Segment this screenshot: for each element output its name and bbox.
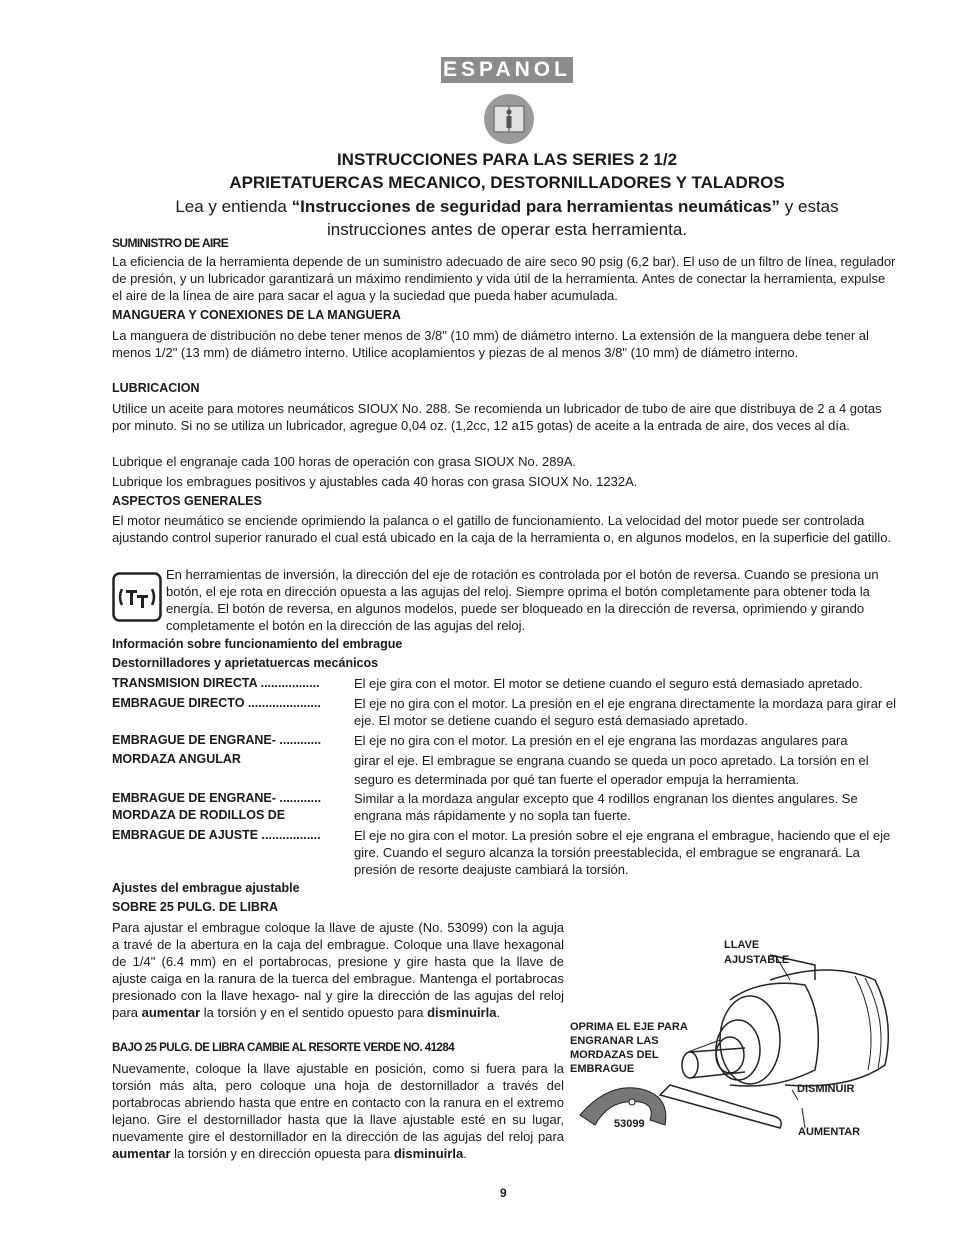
intro-pre: Lea y entienda	[175, 197, 292, 216]
page-number: 9	[500, 1186, 507, 1200]
heading-aspectos: ASPECTOS GENERALES	[112, 494, 262, 508]
ajustes-1-disminuirla: disminuirla	[427, 1005, 497, 1020]
clutch-row-label: EMBRAGUE DE ENGRANE- ............ MORDAZA DE RODILLOS DE	[112, 791, 322, 822]
text-suministro: La eficiencia de la herramienta depende de un suministro adecuado de aire seco 90 psig (6,2 bar). El uso de un filtro de línea, regulador de presión, y un lubricador garantizará un máximo rendimiento y vida útil de la herramienta. Antes de conectar la herramienta, expulse el aire de la línea de aire para sacar el agua y la suciedad que pueda haber acumulada.	[112, 254, 896, 303]
ajustes-1-aumentar: aumentar	[141, 1005, 201, 1020]
text-ajustes-1	[112, 919, 564, 1021]
clutch-row-desc: Similar a la mordaza angular excepto que 4 rodillos engranan los dientes angulares. Se engrana más rápidamente y no sopla tan fuerte.	[354, 791, 858, 823]
heading-sobre-25: SOBRE 25 PULG. DE LIBRA	[112, 900, 278, 914]
clutch-row-desc: girar el eje. El embrague se engrana cuando se queda un poco apretado. La torsión en el seguro es determinada por qué tan fuerte el operador empuja la herramienta.	[354, 753, 869, 787]
text-manguera: La manguera de distribución no debe tener menos de 3/8" (10 mm) de diámetro interno. La extensión de la manguera debe tener al menos 1/2" (13 mm) de diámetro interno. Utilice acoplamientos y piezas de al menos 3/8" (10 mm) de diámetro interno.	[112, 328, 869, 360]
language-banner: ESPANOL	[441, 57, 573, 83]
reverse-button-icon	[112, 572, 162, 622]
ajustes-2-disminuirla: disminuirla	[393, 1146, 464, 1161]
title-line-1: INSTRUCCIONES PARA LAS SERIES 2 1/2	[336, 150, 678, 169]
ajustes-2-aumentar: aumentar	[112, 1146, 171, 1161]
text-ajustes-2	[112, 1060, 564, 1162]
clutch-row-desc: El eje no gira con el motor. La presión en el eje engrana las mordazas angulares para	[354, 733, 848, 748]
label-disminuir: DISMINUIR	[797, 1083, 855, 1095]
ajustes-2-pre: Nuevamente, coloque la llave ajustable en posición, como si fuera para la torsión más alta, pero coloque una hoja de destornillador a través del portabrocas abriendo hasta que entre en contacto con la ranura en el extremo lejano. Gire el destornillador hasta que la llave ajustable esté en su lugar, nuevamente gire el destornillador en la dirección de las agujas del reloj para	[112, 1061, 564, 1144]
label-llave-1: LLAVE	[724, 939, 760, 951]
clutch-row-desc: El eje gira con el motor. El motor se detiene cuando el seguro está demasiado apretado.	[354, 676, 863, 691]
label-llave-2: AJUSTABLE	[724, 954, 790, 966]
clutch-row-desc: El eje no gira con el motor. La presión en el eje engrana directamente la mordaza para girar el eje. El motor se detiene cuando el seguro está demasiado apretado.	[354, 696, 896, 728]
clutch-row-label: EMBRAGUE DIRECTO .....................	[112, 696, 321, 710]
label-oprima: OPRIMA EL EJE PARA ENGRANAR LAS MORDAZAS DEL EMBRAGUE	[570, 1021, 688, 1075]
intro-bold: “Instrucciones de seguridad para herramientas neumáticas”	[291, 197, 781, 216]
title-line-2: APRIETATUERCAS MECANICO, DESTORNILLADORES Y TALADROS	[229, 173, 785, 192]
clutch-row-label: EMBRAGUE DE ENGRANE- ............	[112, 733, 322, 747]
heading-ajustes: Ajustes del embrague ajustable	[112, 881, 300, 895]
heading-embrague-info: Información sobre funcionamiento del embrague	[112, 637, 403, 651]
heading-suministro: SUMINISTRO DE AIRE	[112, 236, 229, 250]
label-part-number: 53099	[614, 1118, 645, 1130]
text-lubricacion-1: Utilice un aceite para motores neumáticos SIOUX No. 288. Se recomienda un lubricador de tubo de aire que distribuya de 2 a 4 gotas por minuto. Si no se utiliza un lubricador, agregue 0,04 oz. (1,2cc, 12 a15 gotas) de aceite a la entrada de aire, dos veces al día.	[112, 401, 882, 433]
ajustes-2-mid: la torsión y en dirección opuesta para	[170, 1146, 394, 1161]
clutch-row-desc: El eje no gira con el motor. La presión sobre el eje engrana el embrague, haciendo que el eje gire. Cuando el seguro alcanza la torsión preestablecida, el embrague se engranará. La presión de resorte deajuste cambiará la torsión.	[354, 828, 891, 877]
heading-embrague-tools: Destornilladores y aprietatuercas mecánicos	[112, 656, 379, 670]
text-aspectos-2: En herramientas de inversión, la dirección del eje de rotación es controlada por el botón de reversa. Cuando se presiona un botón, el eje rota en dirección opuesta a las agujas del reloj. Siempre oprima el botón completamente para obtener toda la energía. El botón de reversa, en algunos modelos, puede ser bloqueado en la dirección de reversa, oprimiendo y girando completamente el botón en la dirección de las agujas del reloj.	[166, 567, 879, 633]
clutch-row-label: TRANSMISION DIRECTA .................	[112, 676, 320, 690]
heading-manguera: MANGUERA Y CONEXIONES DE LA MANGUERA	[112, 308, 401, 322]
ajustes-1-pre: Para ajustar el embrague coloque la llave de ajuste (No. 53099) con la aguja a travé de la abertura en la caja del embrague. Coloque una llave hexagonal de 1/4" (6.4 mm) en el portabrocas, presione y gire hasta que la llave de ajuste caiga en la ranura de la tuerca del embrague. Mantenga el portabrocas presionado con la llave hexago- nal y gire la dirección de las agujas del reloj para	[112, 920, 564, 1020]
intro-line-1	[112, 195, 902, 218]
text-lubricacion-3: Lubrique los embragues positivos y ajustables cada 40 horas con grasa SIOUX No. 1232A.	[112, 474, 638, 489]
intro-line-2: instrucciones antes de operar esta herramienta.	[326, 220, 688, 239]
clutch-row-label: MORDAZA ANGULAR	[112, 752, 241, 766]
heading-lubricacion: LUBRICACION	[112, 381, 200, 395]
text-lubricacion-2: Lubrique el engranaje cada 100 horas de operación con grasa SIOUX No. 289A.	[112, 454, 576, 469]
ajustes-2-end: .	[463, 1146, 467, 1161]
intro-post: y estas	[780, 197, 839, 216]
info-book-icon	[483, 93, 535, 145]
clutch-row-label: EMBRAGUE DE AJUSTE .................	[112, 828, 321, 842]
ajustes-1-mid: la torsión y en el sentido opuesto para	[200, 1005, 428, 1020]
label-aumentar: AUMENTAR	[798, 1126, 861, 1138]
ajustes-1-end: .	[496, 1005, 501, 1020]
heading-bajo-25: BAJO 25 PULG. DE LIBRA CAMBIE AL RESORTE VERDE NO. 41284	[112, 1042, 455, 1054]
text-aspectos-1: El motor neumático se enciende oprimiendo la palanca o el gatillo de funcionamiento. La velocidad del motor puede ser controlada ajustando control superior ranurado el cual está ubicado en la caja de la herramienta o, en algunos modelos, en la superficie del gatillo.	[112, 513, 892, 545]
